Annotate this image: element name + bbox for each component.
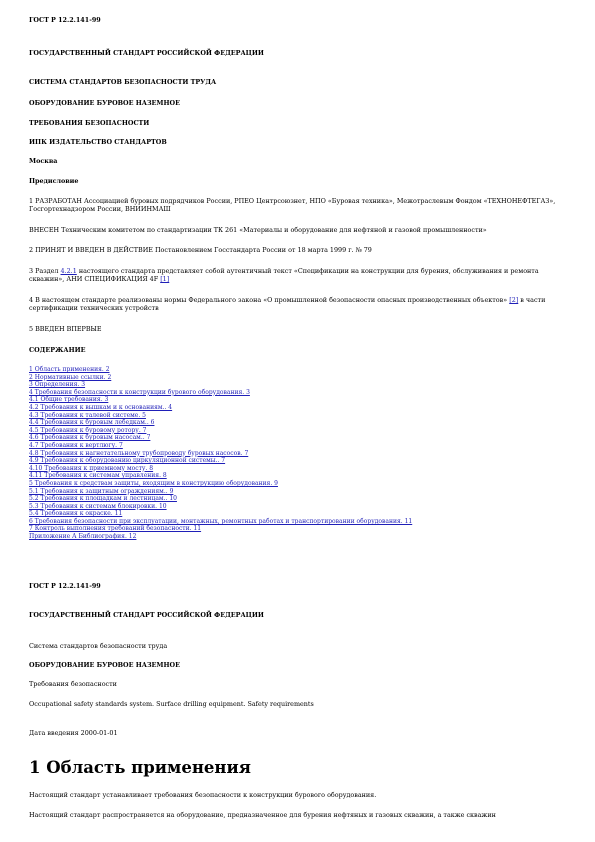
toc-item[interactable]: 5.2 Требования к площадкам и лестницам.. 10	[29, 495, 177, 503]
toc-item[interactable]: 6 Требования безопасности при эксплуатации, монтажных, ремонтных работах и транспортировании оборудования. 11	[29, 517, 413, 525]
foreword-p5-post: в части сертификации технических устройств	[29, 296, 546, 312]
table-of-contents	[29, 366, 569, 541]
requirements-title: ТРЕБОВАНИЯ БЕЗОПАСНОСТИ	[29, 119, 150, 127]
toc-item[interactable]: 1 Область применения. 2	[29, 366, 110, 373]
toc-item[interactable]: 3 Определения. 3	[29, 381, 86, 389]
toc-item[interactable]: 5 Требования к средствам защиты, входящим в конструкцию оборудования. 9	[29, 479, 278, 487]
toc-item[interactable]: 4.1 Общие требования. 3	[29, 396, 109, 404]
standards-system-title-2: Система стандартов безопасности труда	[29, 642, 168, 650]
toc-item[interactable]: 5.4 Требования к окраске. 11	[29, 510, 123, 518]
equipment-title: ОБОРУДОВАНИЕ БУРОВОЕ НАЗЕМНОЕ	[29, 99, 180, 107]
foreword-p4-pre: 3 Раздел	[29, 267, 61, 275]
toc-item[interactable]: 4.11 Требования к системам управления. 8	[29, 472, 167, 480]
foreword-p1: 1 РАЗРАБОТАН Ассоциацией буровых подрядчиков России, РПЕО Центрсоюзнет, НПО «Буровая техника», Межотраслевым Фондом «ТЕХНОНЕФТЕГАЗ», Госгортехнадзором России, ВНИИНМАШ	[29, 197, 556, 213]
toc-item[interactable]: 2 Нормативные ссылки. 2	[29, 373, 112, 381]
requirements-title-2: Требования безопасности	[29, 680, 117, 688]
toc-item[interactable]: 4.8 Требования к нагнетательному трубопроводу буровых насосов. 7	[29, 449, 249, 457]
contents-title: СОДЕРЖАНИЕ	[29, 346, 86, 354]
toc-item[interactable]: 4.7 Требования к вертлюгу. 7	[29, 441, 123, 449]
toc-item[interactable]: 4.3 Требования к талевой системе. 5	[29, 411, 146, 419]
toc-item[interactable]: Приложение А Библиография. 12	[29, 533, 137, 541]
city: Москва	[29, 157, 58, 165]
foreword-p5	[29, 296, 569, 312]
state-standard-title-2: ГОСУДАРСТВЕННЫЙ СТАНДАРТ РОССИЙСКОЙ ФЕДЕРАЦИИ	[29, 611, 264, 619]
foreword-p2: ВНЕСЕН Техническим комитетом по стандартизации ТК 261 «Материалы и оборудование для нефтяной и газовой промышленности»	[29, 226, 487, 234]
english-title: Occupational safety standards system. Surface drilling equipment. Safety requirements	[29, 700, 314, 708]
toc-item[interactable]: 4 Требования безопасности к конструкции бурового оборудования. 3	[29, 388, 250, 396]
scope-paragraph-1: Настоящий стандарт устанавливает требования безопасности к конструкции бурового оборудования.	[29, 791, 377, 799]
foreword-p3: 2 ПРИНЯТ И ВВЕДЕН В ДЕЙСТВИЕ Постановлением Госстандарта России от 18 марта 1999 г. № 79	[29, 246, 372, 254]
foreword-p4	[29, 267, 569, 283]
standards-system-title: СИСТЕМА СТАНДАРТОВ БЕЗОПАСНОСТИ ТРУДА	[29, 78, 217, 86]
toc-item[interactable]: 4.4 Требования к буровым лебедкам.. 6	[29, 419, 155, 427]
toc-item[interactable]: 4.5 Требования к буровому ротору. 7	[29, 426, 147, 434]
toc-item[interactable]: 5.1 Требования к защитным ограждениям.. 9	[29, 487, 174, 495]
publisher: ИПК ИЗДАТЕЛЬСТВО СТАНДАРТОВ	[29, 138, 167, 146]
scope-paragraph-2: Настоящий стандарт распространяется на оборудование, предназначенное для бурения нефтяных и газовых скважин, а также скважин	[29, 811, 496, 819]
foreword-p6: 5 ВВЕДЕН ВПЕРВЫЕ	[29, 325, 102, 333]
reference-link-1[interactable]: [1]	[160, 275, 170, 283]
doc-code: ГОСТ Р 12.2.141-99	[29, 16, 101, 24]
doc-code-2: ГОСТ Р 12.2.141-99	[29, 582, 101, 590]
toc-item[interactable]: 4.2 Требования к вышкам и к основаниям.. 4	[29, 403, 173, 411]
toc-item[interactable]: 4.6 Требования к буровым насосам.. 7	[29, 434, 151, 442]
foreword-title: Предисловие	[29, 177, 79, 185]
toc-item[interactable]: 5.3 Требования к системам блокировки. 10	[29, 502, 167, 510]
introduction-date: Дата введения 2000-01-01	[29, 729, 118, 737]
section-link-4-2-1[interactable]: 4.2.1	[60, 267, 77, 275]
toc-item[interactable]: 4.10 Требования к приемному мосту. 8	[29, 464, 154, 472]
state-standard-title: ГОСУДАРСТВЕННЫЙ СТАНДАРТ РОССИЙСКОЙ ФЕДЕРАЦИИ	[29, 49, 264, 57]
reference-link-2[interactable]: [2]	[509, 296, 519, 304]
toc-item[interactable]: 7 Контроль выполнения требований безопасности. 11	[29, 525, 202, 533]
toc-item[interactable]: 4.9 Требования к оборудованию циркуляционной системы.. 7	[29, 457, 226, 465]
foreword-p4-post: настоящего стандарта представляет собой аутентичный текст «Спецификации на конструкции для бурения, обслуживания и ремонта скважин», АНИ СПЕЦИФИКАЦИЯ 4F	[29, 267, 539, 283]
section-heading-scope: 1 Область применения	[29, 758, 251, 777]
equipment-title-2: ОБОРУДОВАНИЕ БУРОВОЕ НАЗЕМНОЕ	[29, 661, 180, 669]
foreword-p5-text: 4 В настоящем стандарте реализованы нормы Федерального закона «О промышленной безопасности опасных производственных объектов»	[29, 296, 510, 304]
